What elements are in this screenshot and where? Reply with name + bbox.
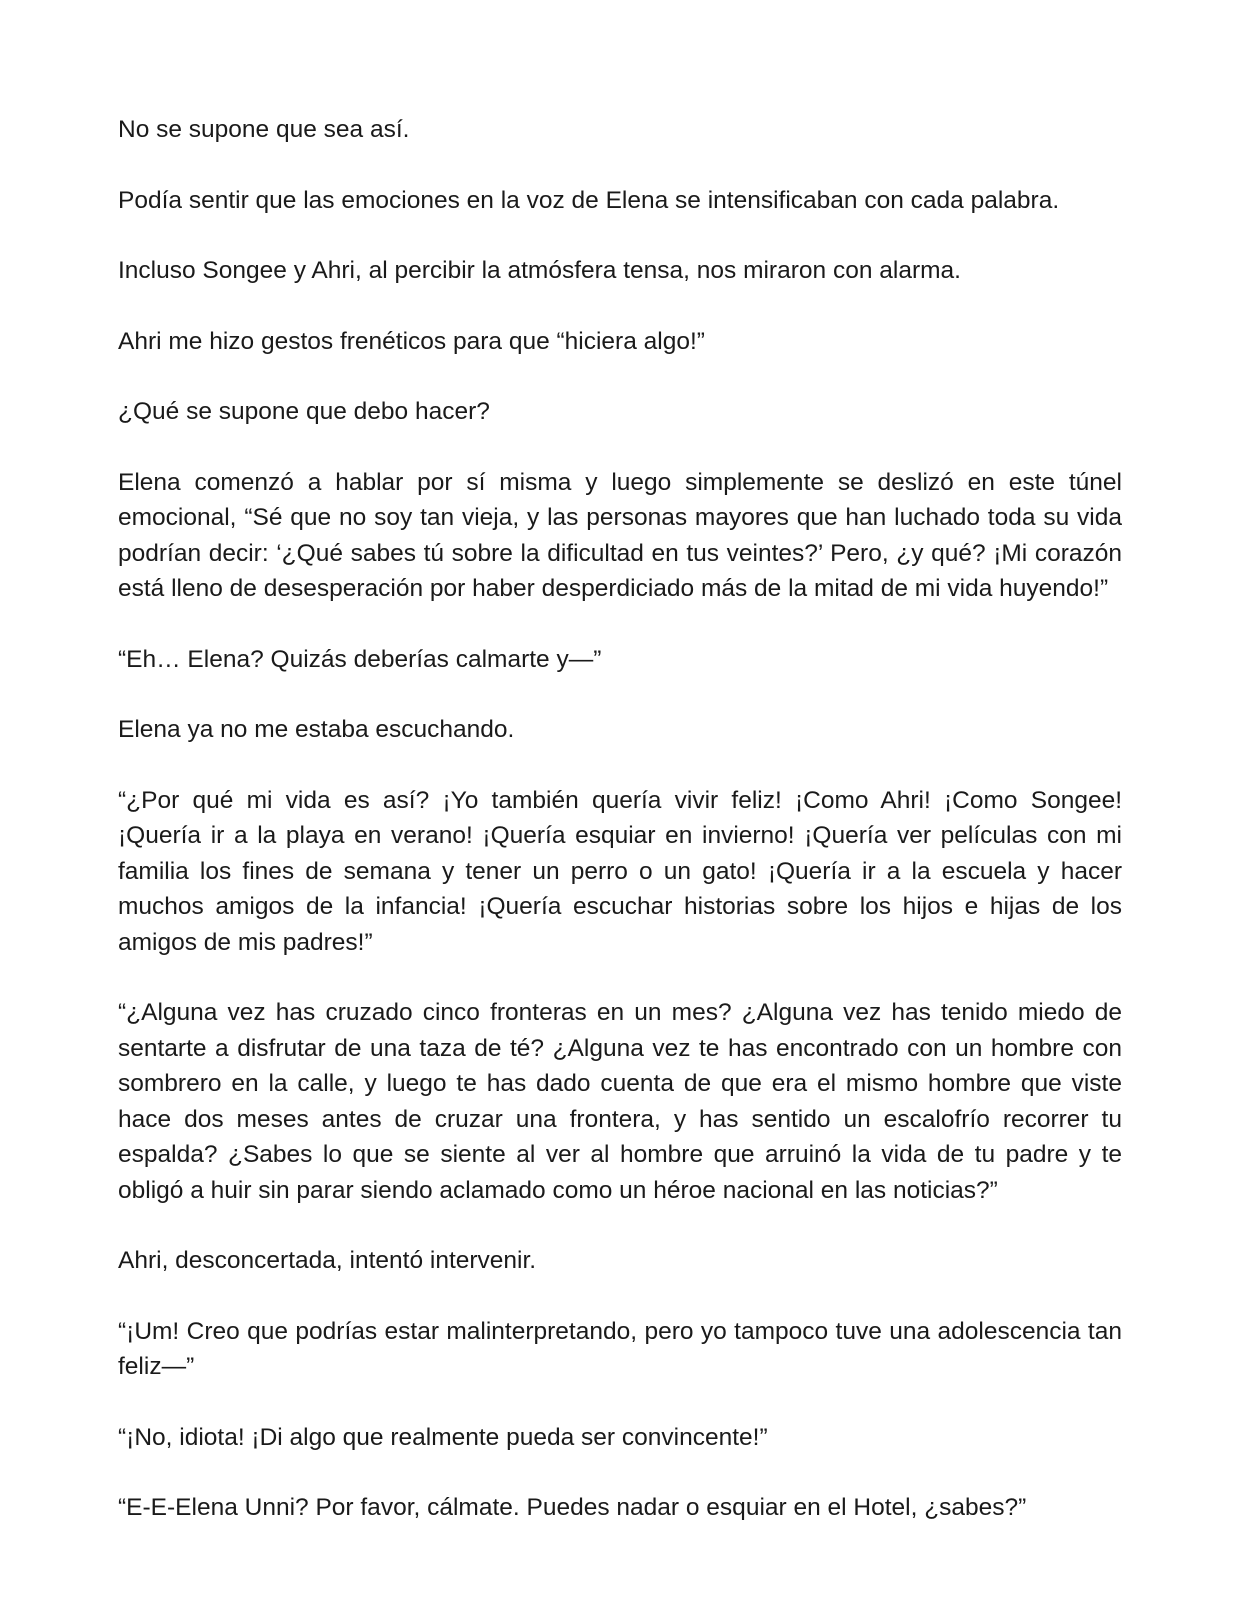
paragraph-14: “E-E-Elena Unni? Por favor, cálmate. Puedes nadar o esquiar en el Hotel, ¿sabes?” — [118, 1494, 1027, 1521]
paragraph-11: Ahri, desconcertada, intentó intervenir. — [118, 1247, 537, 1274]
paragraph-4: Ahri me hizo gestos frenéticos para que “hiciera algo!” — [118, 327, 705, 355]
paragraph-12: “¡Um! Creo que podrías estar malinterpretando, pero yo tampoco tuve una adolescencia tan feliz—” — [118, 1317, 1122, 1380]
paragraph-7: “Eh… Elena? Quizás deberías calmarte y—” — [118, 645, 602, 673]
paragraph-13: “¡No, idiota! ¡Di algo que realmente pueda ser convincente!” — [118, 1423, 768, 1451]
paragraph-1: No se supone que sea así. — [118, 116, 410, 143]
paragraph-5: ¿Qué se supone que debo hacer? — [118, 398, 490, 425]
paragraph-8: Elena ya no me estaba escuchando. — [118, 716, 515, 743]
paragraph-10: “¿Alguna vez has cruzado cinco fronteras en un mes? ¿Alguna vez has tenido miedo de sentarte a disfrutar de una taza de té? ¿Alguna vez te has encontrado con un hombre con sombrero en la calle, y luego te has dado cuenta de que era el mismo hombre que viste hace dos meses antes de cruzar una frontera, y has sentido un escalofrío recorrer tu espalda? ¿Sabes lo que se siente al ver al hombre que arruinó la vida de tu padre y te obligó a huir sin parar siendo aclamado como un héroe nacional en las noticias?” — [118, 999, 1122, 1204]
document-page — [118, 112, 1122, 1561]
paragraph-9: “¿Por qué mi vida es así? ¡Yo también quería vivir feliz! ¡Como Ahri! ¡Como Songee! ¡Quería ir a la playa en verano! ¡Quería esquiar en invierno! ¡Quería ver películas con mi familia los fines de semana y tener un perro o un gato! ¡Quería ir a la escuela y hacer muchos amigos de la infancia! ¡Quería escuchar historias sobre los hijos e hijas de los amigos de mis padres!” — [118, 786, 1122, 956]
paragraph-3: Incluso Songee y Ahri, al percibir la atmósfera tensa, nos miraron con alarma. — [118, 257, 961, 284]
paragraph-2: Podía sentir que las emociones en la voz de Elena se intensificaban con cada palabra. — [118, 186, 1060, 214]
paragraph-6: Elena comenzó a hablar por sí misma y luego simplemente se deslizó en este túnel emocional, “Sé que no soy tan vieja, y las personas mayores que han luchado toda su vida podrían decir: ‘¿Qué sabes tú sobre la dificultad en tus veintes?’ Pero, ¿y qué? ¡Mi corazón está lleno de desesperación por haber desperdiciado más de la mitad de mi vida huyendo!” — [118, 468, 1122, 602]
